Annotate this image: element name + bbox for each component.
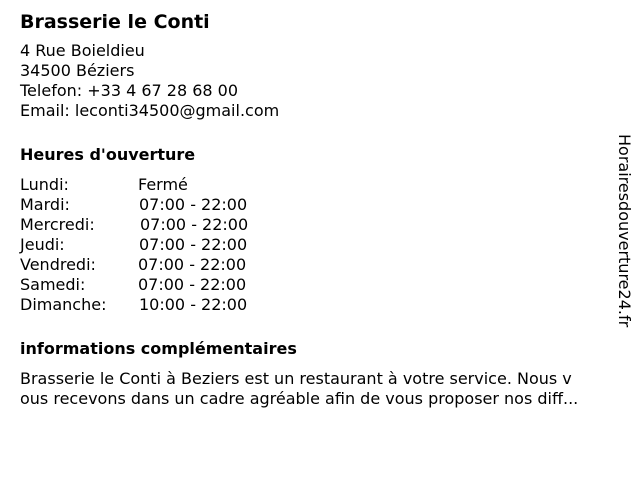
day-label: Mercredi:	[20, 215, 95, 234]
info-description	[20, 369, 628, 409]
hours-title: Heures d'ouverture	[20, 145, 196, 164]
email-address: Email: leconti34500@gmail.com	[20, 101, 280, 120]
hours-row-monday	[20, 175, 610, 195]
time-value: Fermé	[138, 175, 188, 194]
address-city: 34500 Béziers	[20, 61, 135, 80]
time-value: 07:00 - 22:00	[138, 255, 247, 274]
site-watermark: Horairesdouverture24.fr	[615, 134, 634, 328]
day-label: Jeudi:	[20, 235, 65, 254]
info-title: informations complémentaires	[20, 339, 297, 358]
business-name: Brasserie le Conti	[20, 11, 210, 33]
time-value: 10:00 - 22:00	[139, 295, 248, 314]
day-label: Lundi:	[20, 175, 69, 194]
hours-row-friday	[20, 255, 610, 275]
address-street: 4 Rue Boieldieu	[20, 41, 145, 60]
hours-row-sunday	[20, 295, 610, 315]
time-value: 07:00 - 22:00	[139, 235, 248, 254]
business-card	[20, 10, 610, 409]
day-label: Vendredi:	[20, 255, 96, 274]
day-label: Dimanche:	[20, 295, 107, 314]
phone-number: Telefon: +33 4 67 28 68 00	[20, 81, 239, 100]
info-line: Brasserie le Conti à Beziers est un restaurant à votre service. Nous v	[20, 369, 572, 388]
hours-row-wednesday	[20, 215, 610, 235]
time-value: 07:00 - 22:00	[140, 215, 249, 234]
watermark-container	[612, 134, 636, 344]
hours-row-thursday	[20, 235, 610, 255]
time-value: 07:00 - 22:00	[139, 195, 248, 214]
hours-row-tuesday	[20, 195, 610, 215]
info-line: ous recevons dans un cadre agréable afin de vous proposer nos diff...	[20, 389, 579, 408]
hours-row-saturday	[20, 275, 610, 295]
day-label: Mardi:	[20, 195, 70, 214]
day-label: Samedi:	[20, 275, 86, 294]
hours-table	[20, 175, 610, 315]
time-value: 07:00 - 22:00	[138, 275, 247, 294]
